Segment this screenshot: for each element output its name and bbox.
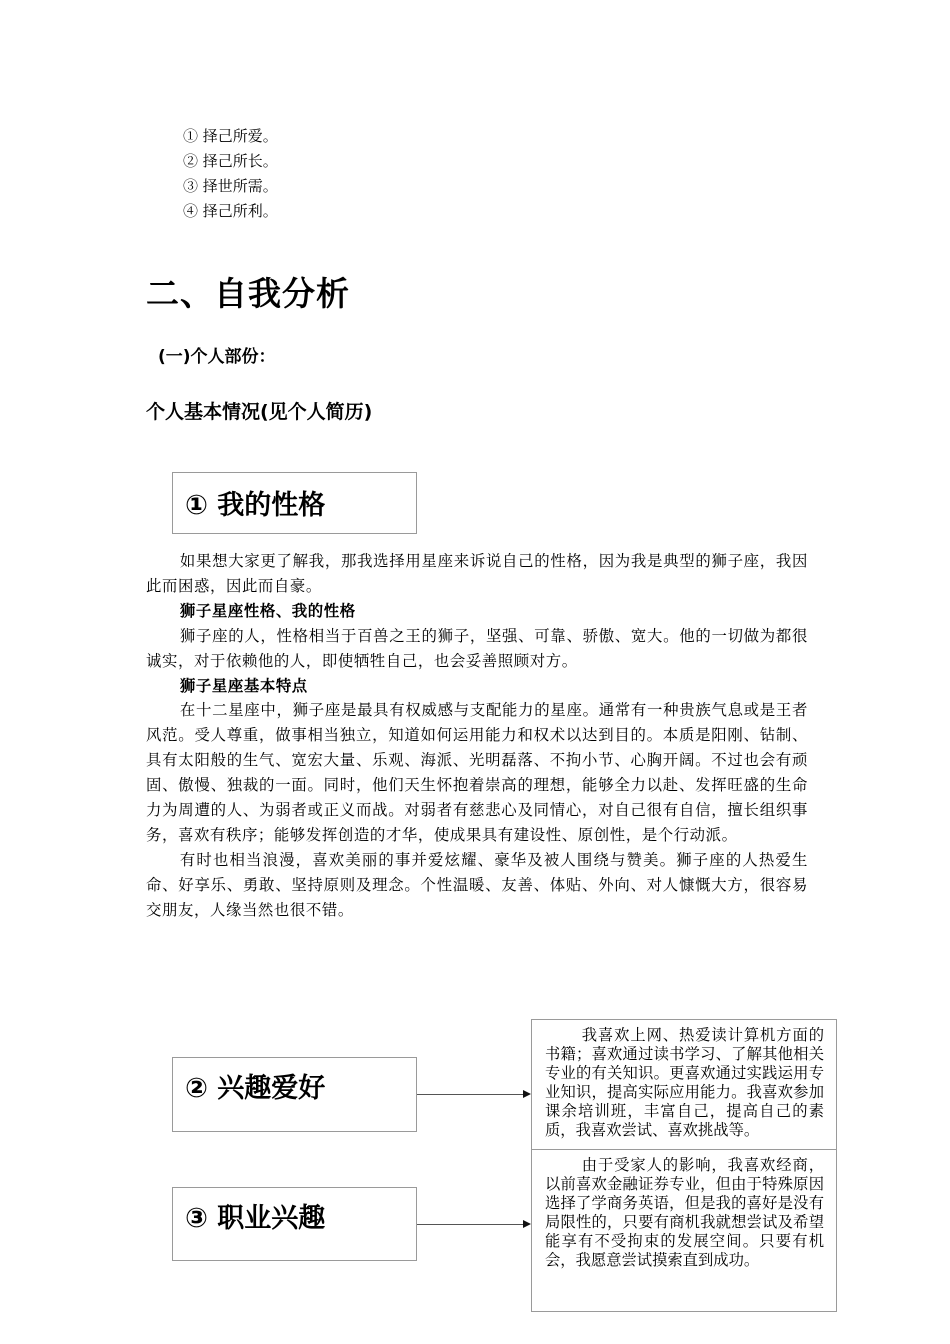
hobbies-title: ② 兴趣爱好 bbox=[185, 1073, 326, 1104]
personality-paragraph-3: 在十二星座中，狮子座是最具有权威感与支配能力的星座。通常有一种贵族气息或是王者风范。受人尊重，做事相当独立，知道如何运用能力和权术以达到目的。本质是阳刚、钻制、具有太阳般的生气、宽宏大量、乐观、海派、光明磊落、不拘小节、心胸开阔。不过也会有顽固、傲慢、独裁的一面。同时，他们天生怀抱着崇高的理想，能够全力以赴、发挥旺盛的生命力为周遭的人、为弱者或正义而战。对弱者有慈悲心及同情心，对自己很有自信，擅长组织事务，喜欢有秩序；能够发挥创造的才华，使成果具有建设性、原创性，是个行动派。 bbox=[146, 701, 808, 844]
hobbies-detail-text: 我喜欢上网、热爱读计算机方面的书籍；喜欢通过读书学习、了解其他相关专业的有关知识。更喜欢通过实践运用专业知识，提高实际应用能力。我喜欢参加课余培训班，丰富自己，提高自己的素质，我喜欢尝试、喜欢挑战等。 bbox=[545, 1026, 824, 1139]
hobbies-title-box bbox=[172, 1057, 417, 1132]
personality-title: ① 我的性格 bbox=[185, 490, 326, 521]
personality-paragraph-4: 有时也相当浪漫，喜欢美丽的事并爱炫耀、豪华及被人围绕与赞美。狮子座的人热爱生命、好享乐、勇敢、坚持原则及理念。个性温暖、友善、体贴、外向、对人慷慨大方，很容易交朋友，人缘当然也很不错。 bbox=[146, 850, 808, 919]
career-detail-text: 由于受家人的影响，我喜欢经商，以前喜欢金融证券专业，但由于特殊原因选择了学商务英语，但是我的喜好是没有局限性的，只要有商机我就想尝试及希望能享有不受拘束的发展空间。只要有机会，我愿意尝试摸索直到成功。 bbox=[545, 1156, 824, 1269]
principle-item-3: ③ 择世所需。 bbox=[183, 177, 278, 195]
career-arrow-icon bbox=[523, 1220, 531, 1228]
principle-item-2: ② 择己所长。 bbox=[183, 152, 278, 170]
personality-paragraph-1: 如果想大家更了解我，那我选择用星座来诉说自己的性格，因为我是典型的狮子座，我因此而困惑，因此而自豪。 bbox=[146, 552, 808, 595]
personality-paragraph-2: 狮子座的人，性格相当于百兽之王的狮子，坚强、可靠、骄傲、宽大。他的一切做为都很诚实，对于依赖他的人，即使牺牲自己，也会妥善照顾对方。 bbox=[146, 626, 808, 670]
career-title-box bbox=[172, 1187, 417, 1261]
sub-heading: (一)个人部份： bbox=[158, 347, 276, 367]
career-detail-box bbox=[531, 1149, 837, 1312]
principle-item-1: ① 择己所爱。 bbox=[183, 127, 278, 145]
section-heading: 二、自我分析 bbox=[146, 274, 350, 313]
principle-item-4: ④ 择己所利。 bbox=[183, 202, 278, 220]
personality-subheading-1: 狮子星座性格、我的性格 bbox=[179, 601, 356, 620]
hobbies-detail-box bbox=[531, 1019, 837, 1153]
personality-body bbox=[146, 549, 808, 923]
hobbies-arrow-icon bbox=[523, 1090, 531, 1098]
hobbies-connector-line bbox=[417, 1094, 523, 1095]
personality-title-box bbox=[172, 472, 417, 534]
career-title: ③ 职业兴趣 bbox=[185, 1203, 326, 1234]
basic-info-heading: 个人基本情况(见个人简历) bbox=[146, 401, 373, 423]
career-connector-line bbox=[417, 1224, 523, 1225]
personality-subheading-2: 狮子星座基本特点 bbox=[179, 676, 308, 695]
